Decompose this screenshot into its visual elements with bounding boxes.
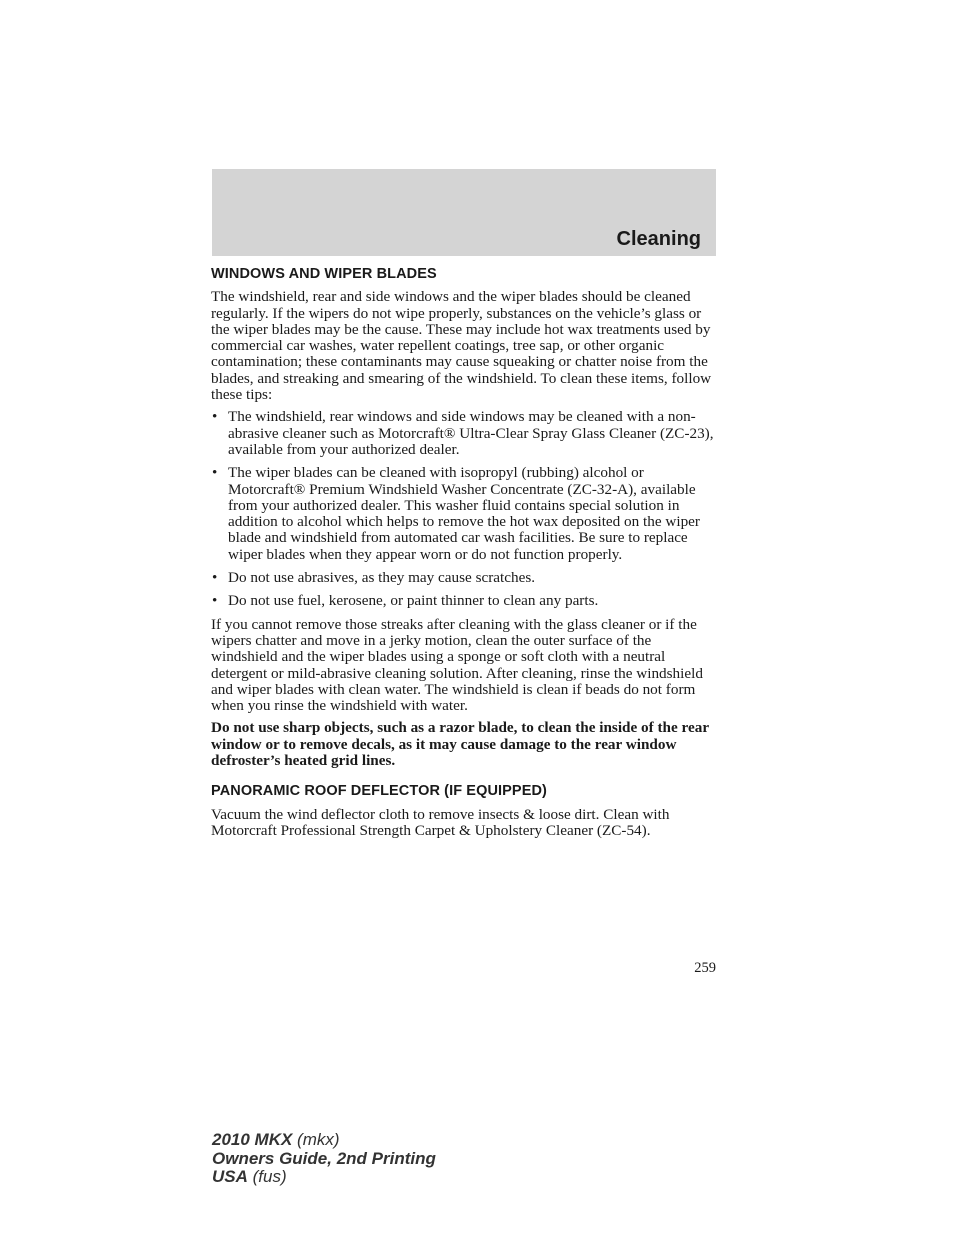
heading-windows-wiper-blades: WINDOWS AND WIPER BLADES [211, 266, 437, 282]
tips-list [211, 409, 717, 609]
footer-model: 2010 MKX [212, 1130, 293, 1149]
document-footer [212, 1131, 436, 1187]
page-content [211, 266, 717, 845]
section-header-band [212, 169, 716, 256]
intro-paragraph: The windshield, rear and side windows and the wiper blades should be cleaned regularly. If the wipers do not wipe properly, substances on the vehicle’s glass or the wiper blades may be the cause. These may include hot wax treatments used by commercial car washes, water repellent coatings, tree sap, or other organic contamination; these contaminants may cause squeaking or chatter noise from the blades, and streaking and smearing of the windshield. To clean these items, follow these tips: [211, 288, 712, 404]
bullet-glyph: • [212, 569, 218, 587]
list-item [211, 570, 717, 586]
list-item-text: The windshield, rear windows and side windows may be cleaned with a non-abrasive cleaner such as Motorcraft® Ultra-Clear Spray Glass Cleaner (ZC-23), available from your authorized dealer. [228, 408, 714, 458]
list-item [211, 409, 717, 458]
section-title: Cleaning [616, 228, 701, 250]
heading-panoramic-roof-deflector: PANORAMIC ROOF DEFLECTOR (IF EQUIPPED) [211, 783, 547, 800]
bullet-glyph: • [212, 464, 218, 482]
list-item-text: Do not use fuel, kerosene, or paint thinner to clean any parts. [228, 592, 599, 610]
footer-line-model [212, 1131, 436, 1150]
list-item [211, 465, 717, 563]
footer-line-market [212, 1168, 436, 1187]
deflector-paragraph: Vacuum the wind deflector cloth to remove insects & loose dirt. Clean with Motorcraft Professional Strength Carpet & Upholstery Cleaner (ZC-54). [211, 805, 670, 839]
bullet-glyph: • [212, 408, 218, 426]
cleaning-paragraph: If you cannot remove those streaks after cleaning with the glass cleaner or if the wipers chatter and move in a jerky motion, clean the outer surface of the windshield and the wiper blades using a sponge or soft cloth with a neutral detergent or mild-abrasive cleaning solution. After cleaning, rinse the windshield and wiper blades with clean water. The windshield is clean if beads do not form when you rinse the windshield with water. [211, 615, 703, 715]
list-item [211, 593, 717, 609]
list-item-text: The wiper blades can be cleaned with isopropyl (rubbing) alcohol or Motorcraft® Premium Windshield Washer Concentrate (ZC-32-A), available from your authorized dealer. This washer fluid contains special solution in addition to alcohol which helps to remove the hot wax deposited on the wiper blade and windshield from automated car wash facilities. Be sure to replace wiper blades when they appear worn or do not function properly. [228, 464, 700, 563]
page-number: 259 [694, 960, 716, 976]
footer-model-code: (mkx) [292, 1130, 340, 1149]
list-item-text: Do not use abrasives, as they may cause scratches. [228, 569, 536, 587]
footer-edition: Owners Guide, 2nd Printing [212, 1148, 436, 1168]
footer-market: USA [212, 1167, 248, 1186]
bullet-glyph: • [212, 592, 218, 610]
warning-paragraph: Do not use sharp objects, such as a razor blade, to clean the inside of the rear window or to remove decals, as it may cause damage to the rear window defroster’s heated grid lines. [211, 719, 709, 770]
footer-market-code: (fus) [247, 1167, 287, 1186]
